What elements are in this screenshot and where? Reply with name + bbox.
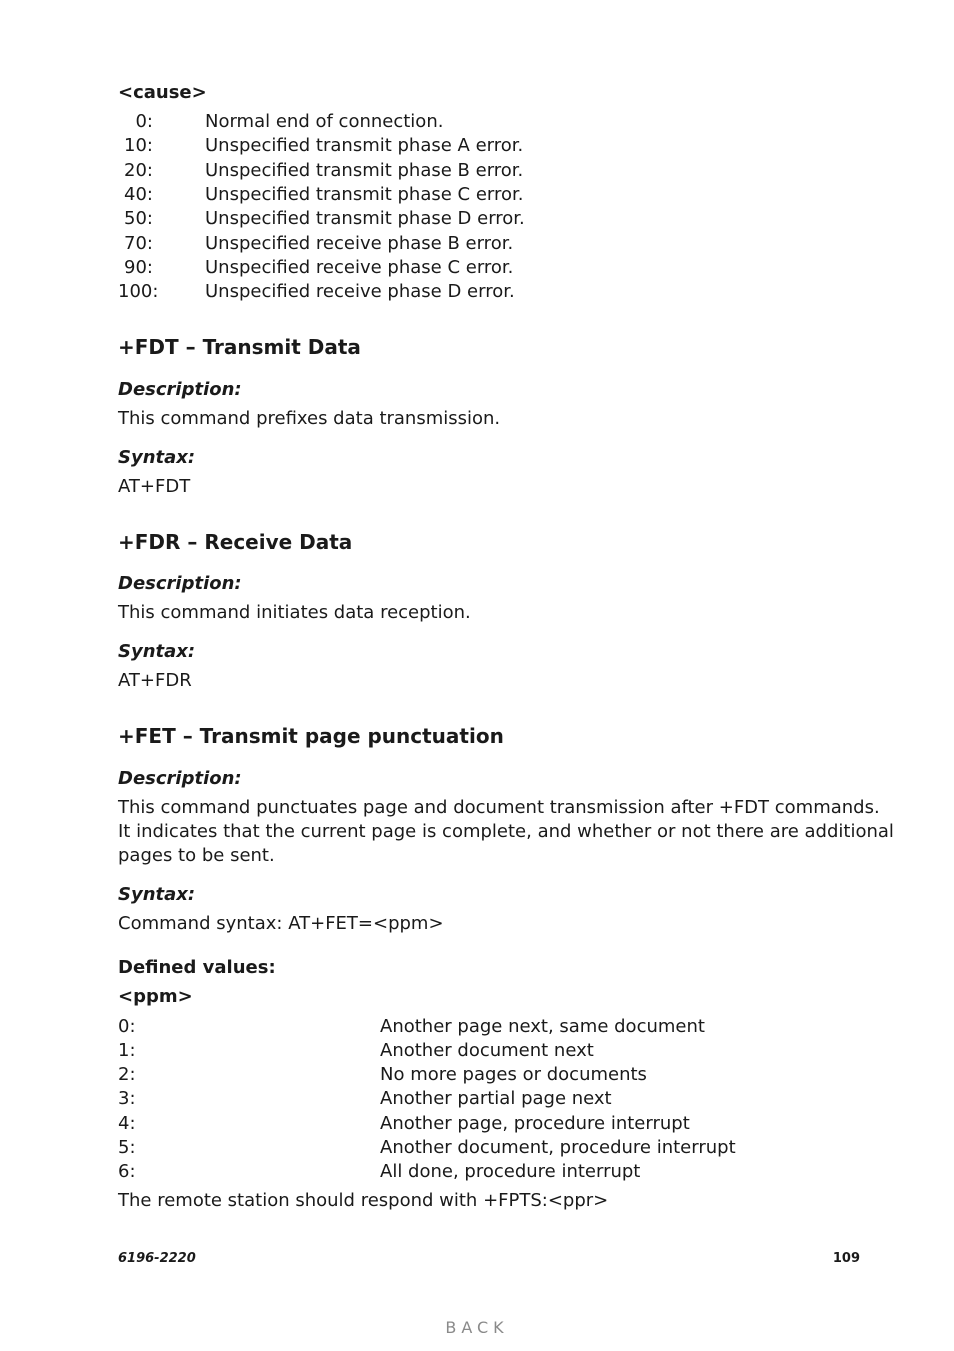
page-number: 109	[832, 1251, 860, 1266]
cause-code: 100:	[118, 281, 159, 302]
description-line: This command punctuates page and document transmission after +FDT commands.	[118, 797, 880, 818]
cause-text: Unspecified receive phase C error.	[205, 257, 514, 278]
ppm-heading: <ppm>	[118, 986, 193, 1007]
ppm-text: Another document next	[380, 1040, 594, 1061]
cause-code: 0:	[135, 111, 153, 132]
cause-code: 40:	[124, 184, 153, 205]
section-title-fdr: +FDR – Receive Data	[118, 530, 353, 554]
description-text: This command initiates data reception.	[118, 602, 471, 623]
cause-text: Unspecified receive phase B error.	[205, 233, 514, 254]
cause-code: 70:	[124, 233, 153, 254]
description-line: pages to be sent.	[118, 845, 275, 866]
description-label: Description:	[118, 379, 242, 400]
syntax-text: AT+FDR	[118, 670, 192, 691]
cause-text: Normal end of connection.	[205, 111, 444, 132]
defined-values-label: Defined values:	[118, 957, 276, 978]
cause-text: Unspecified transmit phase C error.	[205, 184, 524, 205]
ppm-code: 1:	[118, 1040, 136, 1061]
ppm-text: No more pages or documents	[380, 1064, 647, 1085]
ppm-code: 0:	[118, 1016, 136, 1037]
syntax-label: Syntax:	[118, 884, 196, 905]
cause-code: 10:	[124, 135, 153, 156]
response-note: The remote station should respond with +FPTS:<ppr>	[118, 1190, 609, 1211]
description-text: This command prefixes data transmission.	[118, 408, 501, 429]
ppm-text: All done, procedure interrupt	[380, 1161, 641, 1182]
ppm-code: 4:	[118, 1113, 136, 1134]
ppm-code: 6:	[118, 1161, 136, 1182]
cause-code: 90:	[124, 257, 153, 278]
syntax-label: Syntax:	[118, 447, 196, 468]
ppm-text: Another page next, same document	[380, 1016, 705, 1037]
syntax-text: Command syntax: AT+FET=<ppm>	[118, 913, 444, 934]
ppm-text: Another partial page next	[380, 1088, 612, 1109]
ppm-code: 3:	[118, 1088, 136, 1109]
section-title-fdt: +FDT – Transmit Data	[118, 335, 361, 359]
ppm-text: Another page, procedure interrupt	[380, 1113, 690, 1134]
description-label: Description:	[118, 573, 242, 594]
back-link[interactable]: BACK	[445, 1318, 509, 1337]
cause-text: Unspecified transmit phase B error.	[205, 160, 524, 181]
cause-code: 50:	[124, 208, 153, 229]
section-title-fet: +FET – Transmit page punctuation	[118, 724, 504, 748]
cause-heading: <cause>	[118, 82, 207, 103]
document-number: 6196-2220	[118, 1251, 196, 1266]
ppm-code: 2:	[118, 1064, 136, 1085]
cause-text: Unspecified transmit phase A error.	[205, 135, 524, 156]
syntax-text: AT+FDT	[118, 476, 191, 497]
cause-text: Unspecified transmit phase D error.	[205, 208, 525, 229]
ppm-text: Another document, procedure interrupt	[380, 1137, 736, 1158]
description-label: Description:	[118, 768, 242, 789]
description-line: It indicates that the current page is complete, and whether or not there are additional	[118, 821, 894, 842]
syntax-label: Syntax:	[118, 641, 196, 662]
cause-text: Unspecified receive phase D error.	[205, 281, 515, 302]
ppm-code: 5:	[118, 1137, 136, 1158]
cause-code: 20:	[124, 160, 153, 181]
